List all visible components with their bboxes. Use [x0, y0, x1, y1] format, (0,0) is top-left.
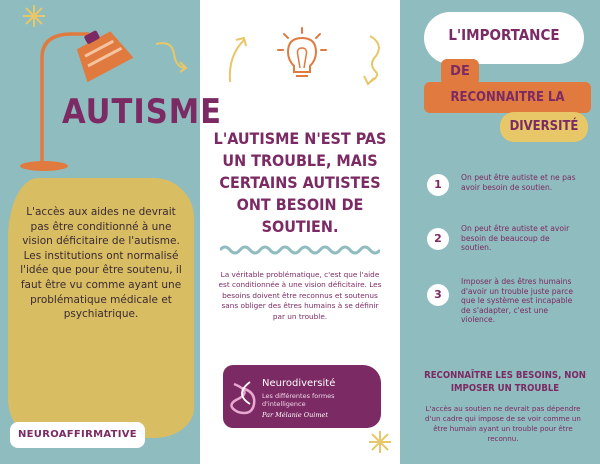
middle-heading: L'AUTISME N'EST PAS UN TROUBLE, MAIS CERTAINS AUTISTES ONT BESOIN DE SOUTIEN. — [213, 129, 387, 236]
sparkle-icon — [368, 430, 392, 454]
title-line1: L'IMPORTANCE — [448, 26, 560, 44]
step-number: 1 — [427, 174, 449, 196]
arrow-up-icon — [222, 30, 262, 86]
lamp-icon — [0, 0, 140, 175]
step-text: On peut être autiste et avoir besoin de beaucoup de soutien. — [461, 224, 570, 253]
autisme-title: AUTISME — [62, 92, 223, 132]
right-subheading: RECONNAÎTRE LES BESOINS, NON IMPOSER UN TROUBLE — [424, 370, 586, 394]
logo-author: Par Mélanie Ouimet — [262, 411, 328, 419]
title-line2: RECONNAITRE LA — [424, 82, 591, 113]
title-de: DE — [441, 59, 479, 85]
title-line1-badge — [424, 12, 584, 64]
step-text: Imposer à des êtres humains d'avoir un trouble juste parce que le système est incapable de s'adapter, c'est une violence. — [461, 277, 574, 325]
logo-name: Neurodiversité — [262, 378, 336, 389]
neuroaffirmative-tag: NEUROAFFIRMATIVE — [10, 422, 145, 448]
arrow-squiggle-icon — [152, 38, 192, 78]
title-line3: DIVERSITÉ — [500, 112, 588, 142]
step-number: 2 — [427, 228, 449, 250]
sparkle-icon — [22, 4, 46, 28]
step-text: On peut être autiste et ne pas avoir besoin de soutien. — [461, 173, 576, 192]
lightbulb-icon — [272, 24, 332, 84]
swirl-arrow-icon — [350, 34, 394, 86]
left-body-text: L'accès aux aides ne devrait pas être conditionné à une vision déficitaire de l'autisme. Les institutions ont normalisé l'idée que pour être soutenu, il faut être vu comme ayant une problématique médicale et psychiatrique. — [20, 206, 182, 321]
wave-divider — [220, 244, 380, 256]
right-footer-text: L'accès au soutien ne devrait pas dépendre d'un cadre qui impose de se voir comme un être humain ayant un trouble pour être reconnu. — [425, 404, 581, 443]
step-number: 3 — [427, 284, 449, 306]
middle-body-text: La véritable problématique, c'est que l'aide est conditionnée à une vision déficitaire. Les besoins doivent être reconnus et soutenus sans obliger des êtres humains à se définir par un trouble. — [218, 270, 382, 321]
logo-subtitle: Les différentes formes d'intelligence — [262, 392, 335, 408]
neurodiversite-logo-icon — [228, 378, 260, 416]
